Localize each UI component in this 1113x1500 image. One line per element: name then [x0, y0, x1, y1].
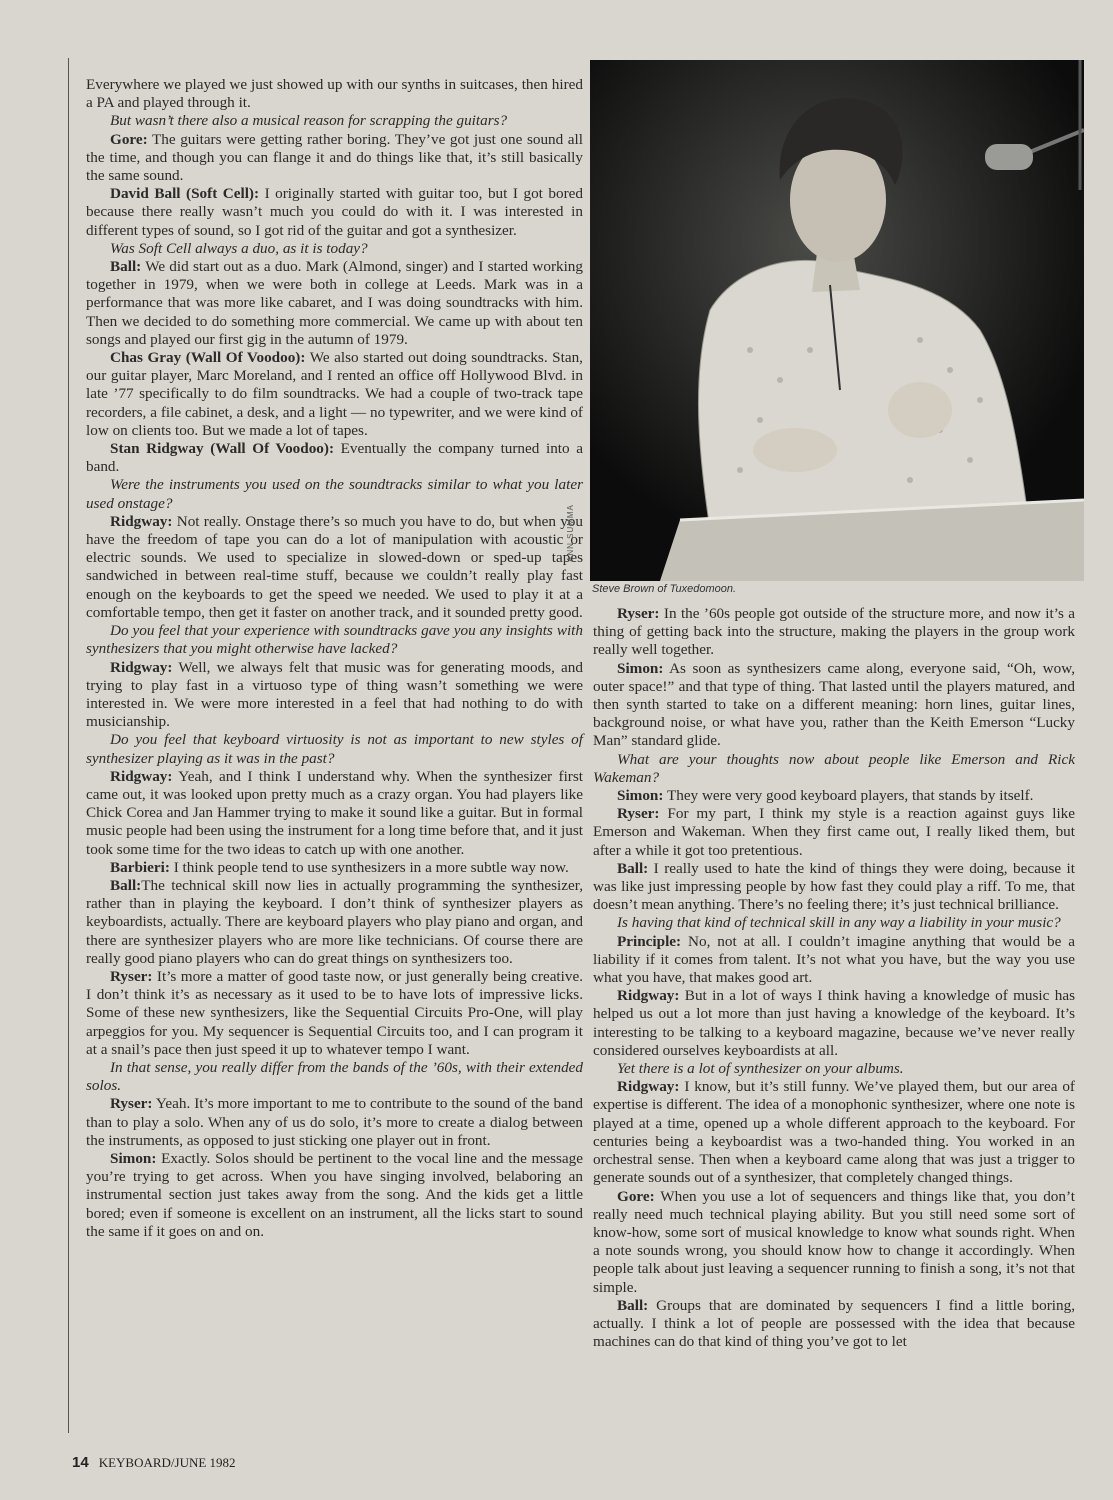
interview-answer [86, 513, 583, 622]
answer-text: But in a lot of ways I think having a knowledge of music has helped us out a lot more than just having a knowledge of the keyboard. It’s interesting to be talking to a keyboard magazine, because we’ve never really considered ourselves keyboardists at all. [593, 987, 1075, 1059]
answer-text: Yeah, and I think I understand why. When the synthesizer first came out, it was looked upon pretty much as a crazy organ. You had players like Chick Corea and Jan Hammer trying to make it sound like a guitar. But in formal music people had been using the instrument for a long time before that, and it just took some time for the two ideas to catch up with one another. [86, 767, 583, 858]
interview-answer [86, 1150, 583, 1241]
speaker-name: Ryser: [617, 805, 660, 823]
speaker-name: Simon: [617, 787, 664, 805]
interview-answer [593, 1297, 1075, 1352]
interview-question: Yet there is a lot of synthesizer on your albums. [617, 1060, 904, 1078]
interview-question: Was Soft Cell always a duo, as it is today? [110, 239, 368, 257]
interview-answer [86, 859, 583, 877]
article-column-right [593, 605, 1075, 1351]
interview-answer [593, 1078, 1075, 1187]
answer-text: We also started out doing soundtracks. Stan, our guitar player, Marc Moreland, and I rented an office off Hollywood Blvd. in late ’77 specifically to do film soundtracks. We had a couple of two-track tape recorders, a file cabinet, a desk, and a light — no typewriter, and we were kind of low on clients too. But we made a lot of tapes. [86, 349, 583, 439]
page-footer [72, 1454, 236, 1471]
interview-answer [593, 987, 1075, 1060]
answer-text: I know, but it’s still funny. We’ve played them, but our area of expertise is different. The idea of a monophonic synthesizer, where one note is played at a time, opened up a whole different approach to the keyboard. For centuries being a keyboardist was a two-handed thing. You worked in an orchestral sense. Then when a keyboard came along that was just a trigger to generate sounds out of a synthesizer, that completely changed things. [593, 1078, 1075, 1187]
interview-answer [86, 185, 583, 240]
interview-answer [593, 787, 1075, 805]
photo-illustration [590, 60, 1084, 581]
answer-text: I originally started with guitar too, but I got bored because there really wasn’t much you could do with it. I was interested in different types of sound, so I got rid of the guitar and got a synthesizer. [86, 185, 583, 239]
answer-text: When you use a lot of sequencers and things like that, you don’t really need much technical playing ability. But you still need some sort of know-how, some sort of musical knowledge to know what sounds right. When a note sounds wrong, you should know how to change it accordingly. When people talk about just leaving a sequencer running to finish a song, it’s not that simple. [593, 1187, 1075, 1296]
answer-text: Groups that are dominated by sequencers I find a little boring, actually. I think a lot of people are possessed with the idea that because machines can do that kind of thing you’ve got to let [593, 1296, 1075, 1351]
answer-text: The technical skill now lies in actually programming the synthesizer, rather than in playing the keyboard. I don’t think of synthesizer players as keyboardists, actually. There are keyboard players who play piano and organ, and there are synthesizer players who are more like technicians. Of course there are really good piano players who can do great things on synthesizers too. [86, 876, 583, 967]
interview-answer [86, 349, 583, 440]
speaker-name: Barbieri: [110, 858, 170, 876]
interview-answer [593, 933, 1075, 988]
answer-text: Exactly. Solos should be pertinent to the vocal line and the message you’re trying to get across. When you have singing involved, belaboring an instrumental section just takes away from the song. And the kids get a little bored; even if someone is excellent on an instrument, all the licks start to sound the same if it goes on and on. [86, 1149, 583, 1240]
answer-text: They were very good keyboard players, that stands by itself. [663, 787, 1034, 805]
answer-text: In the ’60s people got outside of the structure more, and now it’s a thing of getting back into the structure, making the players in the group work really well together. [593, 605, 1075, 659]
interview-answer [86, 968, 583, 1059]
answer-text: Not really. Onstage there’s so much you have to do, but when you have the freedom of tape you can do a lot of manipulation with acoustic or electric sounds. We used to specialize in slowed-down or sped-up tapes sandwiched in between real-time stuff, because we couldn’t really play fast enough on the keyboards to get the speed we needed. We used to play it at a comfortable tempo, then get it faster on another track, and it sounded pretty good. [86, 512, 583, 621]
interview-answer [593, 660, 1075, 751]
photo-steve-brown [590, 60, 1084, 581]
speaker-name: Gore: [617, 1187, 655, 1205]
interview-answer [86, 877, 583, 968]
interview-question: What are your thoughts now about people like Emerson and Rick Wakeman? [593, 750, 1075, 786]
speaker-name: Ryser: [110, 967, 153, 985]
photo-credit: ANN SUMMA [566, 504, 575, 562]
speaker-name: Ryser: [617, 605, 660, 622]
publication-line: KEYBOARD/JUNE 1982 [98, 1455, 236, 1470]
interview-question: Is having that kind of technical skill in any way a liability in your music? [617, 914, 1061, 932]
speaker-name: Gore: [110, 130, 148, 148]
speaker-name: Ridgway: [110, 767, 173, 785]
photo-caption: Steve Brown of Tuxedomoon. [592, 583, 737, 595]
speaker-name: Ryser: [110, 1095, 153, 1113]
interview-question: In that sense, you really differ from the bands of the ’60s, with their extended solos. [86, 1058, 583, 1095]
speaker-name: Ball: [110, 876, 142, 894]
interview-question: But wasn’t there also a musical reason for scrapping the guitars? [110, 112, 508, 130]
interview-answer [86, 258, 583, 349]
answer-text: As soon as synthesizers came along, everyone said, “Oh, wow, outer space!” and that type of thing. That lasted until the players matured, and then synth started to take on a different meaning: horn lines, guitar lines, background noise, or what have you, rather than the Keith Emerson “Lucky Man” standard glide. [593, 659, 1075, 750]
answer-text: Yeah. It’s more important to me to contribute to the sound of the band than to play a solo. When any of us do solo, it’s more to create a dialog between the instruments, as opposed to just sticking one player out in front. [86, 1095, 583, 1149]
answer-text: Eventually the company turned into a band. [86, 440, 583, 476]
answer-text: I think people tend to use synthesizers in a more subtle way now. [169, 858, 569, 876]
interview-answer [593, 860, 1075, 915]
speaker-name: Ball: [617, 859, 649, 877]
answer-text: Well, we always felt that music was for generating moods, and trying to play fast in a virtuoso type of thing wasn’t something we were interested in. We were more interested in a feel that had nothing to do with musicianship. [86, 658, 583, 731]
interview-question: Were the instruments you used on the soundtracks similar to what you later used onstage? [86, 476, 583, 512]
interview-answer [86, 131, 583, 186]
answer-text: For my part, I think my style is a reaction against guys like Emerson and Wakeman. When they first came out, I really liked them, but after a while it got too pretentious. [593, 805, 1075, 859]
interview-answer [86, 1095, 583, 1150]
interview-answer [86, 659, 583, 732]
speaker-name: Ridgway: [617, 1078, 680, 1096]
speaker-name: Ridgway: [110, 512, 173, 530]
interview-question: Do you feel that keyboard virtuosity is not as important to new styles of synthesizer playing as it was in the past? [86, 731, 583, 767]
article-column-left [86, 76, 583, 1241]
page-number: 14 [72, 1454, 89, 1471]
interview-answer [86, 768, 583, 859]
answer-text: The guitars were getting rather boring. They’ve got just one sound all the time, and though you can flange it and do things like that, it’s still basically the same sound. [86, 130, 583, 185]
speaker-name: Stan Ridgway (Wall Of Voodoo): [110, 440, 335, 458]
body-paragraph: Everywhere we played we just showed up with our synths in suitcases, then hired a PA and played through it. [86, 76, 583, 112]
interview-answer [593, 605, 1075, 660]
speaker-name: Simon: [110, 1149, 157, 1167]
speaker-name: Principle: [617, 932, 682, 950]
speaker-name: Chas Gray (Wall Of Voodoo): [110, 349, 306, 367]
interview-question: Do you feel that your experience with soundtracks gave you any insights with synthesizers that you might otherwise have lacked? [86, 622, 583, 658]
answer-text: We did start out as a duo. Mark (Almond, singer) and I started working together in 1979, when we were both in college at Leeds. Mark was in a performance that was more like cabaret, and I was doing soundtracks with him. Then we decided to do something more commercial. We came up with about ten songs and played our first gig in the autumn of 1979. [86, 258, 583, 348]
speaker-name: Ball: [617, 1296, 649, 1314]
speaker-name: Ridgway: [110, 658, 173, 676]
speaker-name: Ball: [110, 258, 142, 276]
answer-text: No, not at all. I couldn’t imagine anything that would be a liability if it comes from talent. It’s not what you have, but the way you use what you have, that makes good art. [593, 932, 1075, 987]
speaker-name: David Ball (Soft Cell): [110, 185, 260, 203]
speaker-name: Ridgway: [617, 987, 680, 1005]
answer-text: I really used to hate the kind of things they were doing, because it was like just impressing people by how fast they could play a riff. To me, that doesn’t mean anything. There’s no feeling there; it’s just technical brilliance. [593, 859, 1075, 914]
interview-answer [593, 1188, 1075, 1297]
answer-text: It’s more a matter of good taste now, or just generally being creative. I don’t think it’s as necessary as it used to be to have lots of impressive licks. Some of these new synthesizers, like the Sequential Circuits Pro-One, will play arpeggios for you. My sequencer is Sequential Circuits too, and I can program it at a snail’s pace then just speed it up to whatever tempo I want. [86, 967, 583, 1058]
interview-answer [86, 440, 583, 476]
speaker-name: Simon: [617, 659, 664, 677]
interview-answer [593, 805, 1075, 860]
